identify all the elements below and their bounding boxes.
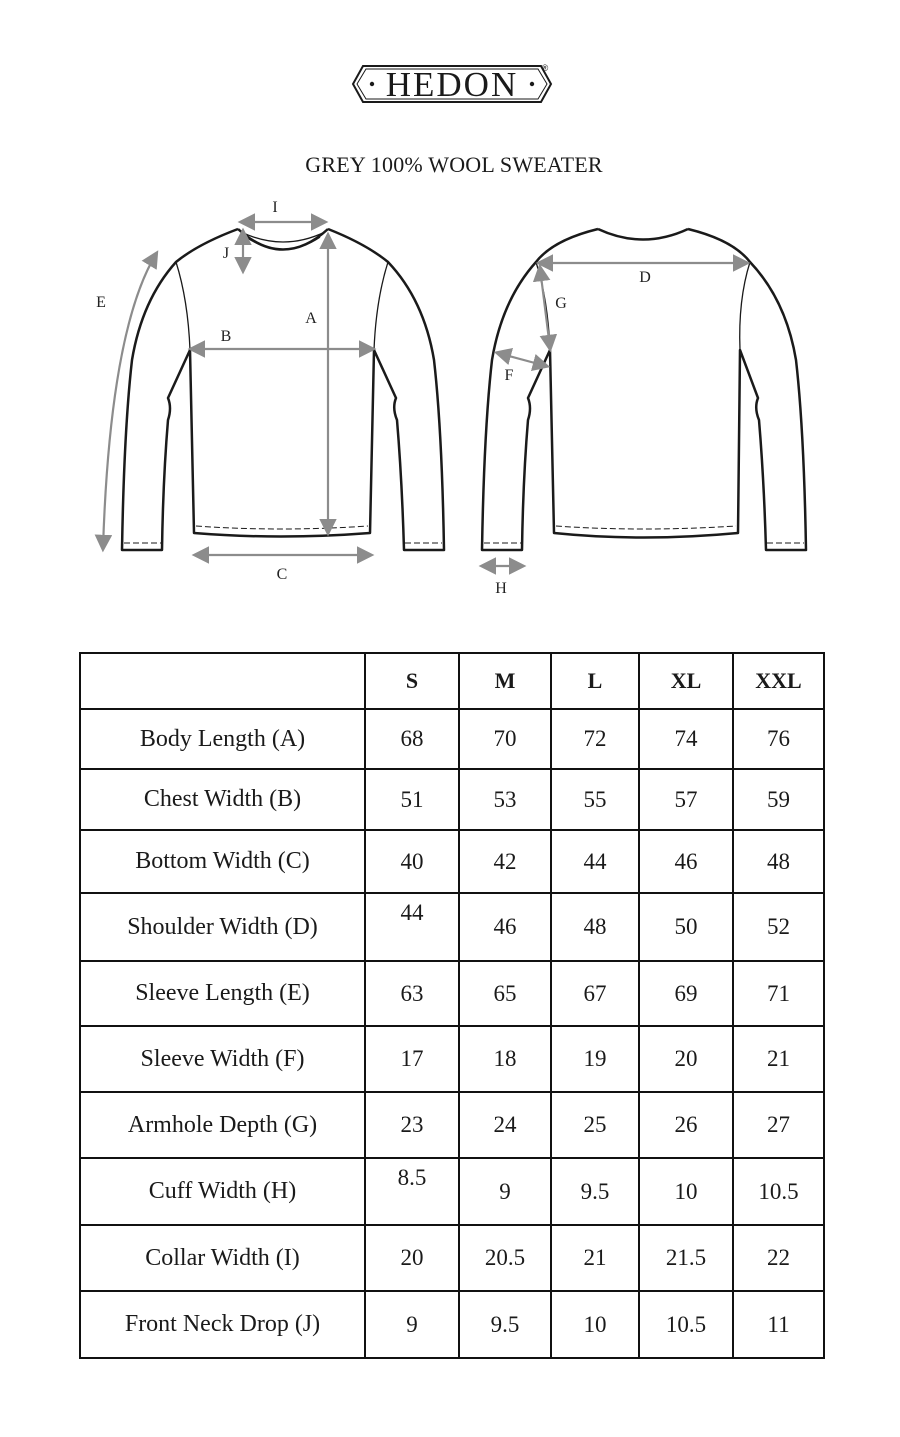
row-label: Chest Width (B) — [80, 769, 365, 830]
size-header-xl: XL — [639, 653, 733, 709]
table-cell: 74 — [639, 709, 733, 769]
table-cell: 69 — [639, 961, 733, 1026]
arrow-f-sleeve-width — [498, 353, 546, 366]
table-row — [80, 1158, 824, 1225]
label-b: B — [220, 328, 232, 345]
front-raglan-right — [374, 262, 388, 350]
front-hem-stitch — [196, 526, 368, 529]
table-cell: 24 — [459, 1092, 551, 1158]
row-label: Sleeve Width (F) — [80, 1026, 365, 1092]
table-cell: 21.5 — [639, 1225, 733, 1291]
table-cell: 52 — [733, 893, 824, 961]
table-cell: 53 — [459, 769, 551, 830]
table-row — [80, 1092, 824, 1158]
table-cell: 20 — [365, 1225, 459, 1291]
table-cell: 48 — [733, 830, 824, 893]
table-cell: 42 — [459, 830, 551, 893]
table-row — [80, 1291, 824, 1358]
table-cell: 50 — [639, 893, 733, 961]
table-row — [80, 961, 824, 1026]
row-label: Front Neck Drop (J) — [80, 1291, 365, 1358]
table-cell: 72 — [551, 709, 639, 769]
row-label: Cuff Width (H) — [80, 1158, 365, 1225]
table-cell: 46 — [639, 830, 733, 893]
sweater-diagram — [0, 190, 900, 610]
table-cell: 51 — [365, 769, 459, 830]
product-title: GREY 100% WOOL SWEATER — [305, 152, 603, 177]
table-row — [80, 769, 824, 830]
table-cell: 8.5 — [365, 1158, 459, 1225]
table-cell: 23 — [365, 1092, 459, 1158]
table-cell: 21 — [733, 1026, 824, 1092]
front-view — [122, 229, 444, 550]
table-cell: 71 — [733, 961, 824, 1026]
header-corner-cell — [80, 653, 365, 709]
row-label: Armhole Depth (G) — [80, 1092, 365, 1158]
table-cell: 63 — [365, 961, 459, 1026]
logo-dot-right — [530, 82, 534, 86]
table-cell: 44 — [551, 830, 639, 893]
table-cell: 20.5 — [459, 1225, 551, 1291]
table-cell: 46 — [459, 893, 551, 961]
back-raglan-right — [740, 262, 750, 350]
front-raglan-left — [176, 262, 190, 350]
label-i: I — [272, 199, 278, 216]
size-header-s: S — [365, 653, 459, 709]
table-cell: 44 — [365, 893, 459, 961]
table-cell: 10.5 — [733, 1158, 824, 1225]
table-cell: 55 — [551, 769, 639, 830]
table-cell: 9 — [365, 1291, 459, 1358]
table-cell: 26 — [639, 1092, 733, 1158]
size-header-m: M — [459, 653, 551, 709]
table-cell: 57 — [639, 769, 733, 830]
table-cell: 40 — [365, 830, 459, 893]
table-cell: 19 — [551, 1026, 639, 1092]
table-cell: 67 — [551, 961, 639, 1026]
back-hem-stitch — [556, 526, 736, 529]
size-chart-table — [79, 652, 825, 1359]
label-h: H — [495, 580, 507, 597]
brand-logo — [347, 58, 557, 114]
size-header-xxl: XXL — [733, 653, 824, 709]
table-row — [80, 1026, 824, 1092]
front-body-outline — [122, 229, 444, 550]
table-row — [80, 893, 824, 961]
label-a: A — [305, 310, 317, 327]
table-row — [80, 709, 824, 769]
table-cell: 76 — [733, 709, 824, 769]
table-cell: 9 — [459, 1158, 551, 1225]
front-collar-outer — [238, 229, 328, 250]
row-label: Collar Width (I) — [80, 1225, 365, 1291]
table-cell: 10 — [551, 1291, 639, 1358]
table-cell: 11 — [733, 1291, 824, 1358]
table-cell: 65 — [459, 961, 551, 1026]
label-c: C — [276, 566, 288, 583]
label-g: G — [555, 295, 567, 312]
size-header-row — [80, 653, 824, 709]
row-label: Bottom Width (C) — [80, 830, 365, 893]
logo-wordmark: HEDON — [385, 65, 519, 104]
size-header-l: L — [551, 653, 639, 709]
logo-dot-left — [370, 82, 374, 86]
table-cell: 25 — [551, 1092, 639, 1158]
table-cell: 22 — [733, 1225, 824, 1291]
table-cell: 21 — [551, 1225, 639, 1291]
table-row — [80, 830, 824, 893]
table-cell: 68 — [365, 709, 459, 769]
table-cell: 27 — [733, 1092, 824, 1158]
table-cell: 20 — [639, 1026, 733, 1092]
label-d: D — [639, 269, 651, 286]
label-f: F — [504, 367, 514, 384]
row-label: Shoulder Width (D) — [80, 893, 365, 961]
table-cell: 70 — [459, 709, 551, 769]
logo-registered-mark: ® — [541, 63, 549, 73]
table-cell: 9.5 — [459, 1291, 551, 1358]
row-label: Sleeve Length (E) — [80, 961, 365, 1026]
label-e: E — [96, 294, 106, 311]
table-cell: 10 — [639, 1158, 733, 1225]
table-cell: 59 — [733, 769, 824, 830]
row-label: Body Length (A) — [80, 709, 365, 769]
back-neckline — [598, 229, 688, 240]
table-cell: 18 — [459, 1026, 551, 1092]
label-j: J — [222, 245, 230, 262]
table-cell: 17 — [365, 1026, 459, 1092]
arrow-e-sleeve-length — [103, 254, 156, 548]
table-cell: 48 — [551, 893, 639, 961]
table-row — [80, 1225, 824, 1291]
arrow-g-armhole-depth — [540, 268, 550, 348]
table-cell: 10.5 — [639, 1291, 733, 1358]
table-cell: 9.5 — [551, 1158, 639, 1225]
